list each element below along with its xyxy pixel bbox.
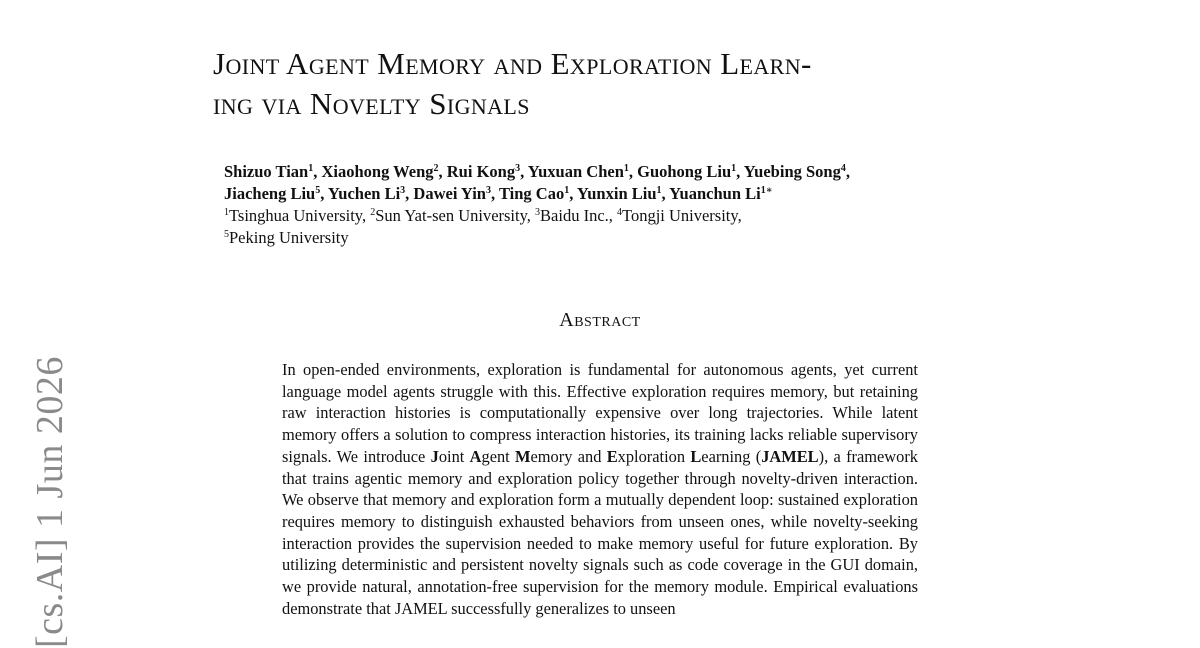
author-name: Xiaohong Weng xyxy=(321,162,434,181)
affiliation-separator: , xyxy=(608,206,618,225)
author-separator: , xyxy=(320,184,328,203)
acronym-word-rest: xploration xyxy=(617,446,691,466)
author-affiliation-mark: 3 xyxy=(515,163,521,174)
author-separator: , xyxy=(628,162,638,181)
affiliation-number: 4 xyxy=(617,207,623,218)
author-affiliation-mark: 1∗ xyxy=(760,185,773,196)
author-separator: , xyxy=(520,162,528,181)
title-line-2: ing via Novelty Signals xyxy=(213,86,530,121)
affiliation-number: 2 xyxy=(370,207,376,218)
abstract-part-2: , a framework that trains agentic memory and exploration policy together through novelty-driven interaction. We observe that memory and exploration form a mutually dependent loop: sustained exploration requires memory to distinguish exhausted behaviors from unseen ones, while novelty-seeking interaction provides the supervision needed to make memory useful for future exploration. By utilizing deterministic and persistent novelty signals such as code coverage in the GUI domain, we provide natural, annotation-free supervision for the memory module. Empirical evaluations demonstrate that JAMEL successfully generalizes to unseen xyxy=(282,446,918,618)
author-name: Shizuo Tian xyxy=(224,162,309,181)
acronym-word-rest: oint xyxy=(438,446,470,466)
author-affiliation-mark: 1 xyxy=(731,163,737,174)
paper-title xyxy=(213,44,1033,124)
author-name: Dawei Yin xyxy=(413,184,486,203)
affiliation-number: 3 xyxy=(535,207,541,218)
acronym-word-rest: gent xyxy=(481,446,516,466)
affiliation-name: Sun Yat-sen University xyxy=(375,206,527,225)
author-list xyxy=(224,161,1044,205)
abstract-heading: Abstract xyxy=(559,309,641,331)
author-affiliation-mark: 4 xyxy=(840,163,846,174)
acronym-word-rest: earning xyxy=(701,446,751,466)
acronym-initial: A xyxy=(469,446,482,466)
affiliation-name: Baidu Inc. xyxy=(540,206,609,225)
author-name: Rui Kong xyxy=(446,162,516,181)
author-separator: , xyxy=(438,162,447,181)
acronym-expansion xyxy=(431,447,751,466)
acronym-initial: E xyxy=(606,446,618,466)
affiliation-name: Peking University xyxy=(229,228,349,247)
author-affiliation-mark: 5 xyxy=(315,185,321,196)
acronym-close: ) xyxy=(818,446,825,466)
acronym-initial: L xyxy=(690,446,702,466)
author-affiliation-mark: 2 xyxy=(433,163,439,174)
author-separator: , xyxy=(313,162,322,181)
author-name: Ting Cao xyxy=(498,184,565,203)
author-affiliation-mark: 1 xyxy=(564,185,570,196)
affiliation-name: Tsinghua University xyxy=(229,206,362,225)
author-separator: , xyxy=(569,184,577,203)
author-name: Yuxuan Chen xyxy=(527,162,624,181)
abstract-part-1: In open-ended environments, exploration is fundamental for autonomous agents, yet current language model agents struggle with this. Effective exploration requires memory, but retaining raw interaction histories is computationally expensive over long trajectories. While latent memory offers a solution to compress interaction histories, its training lacks reliable supervisory signals. We introduce xyxy=(282,360,918,466)
author-name: Yuanchun Li xyxy=(669,184,761,203)
author-separator: , xyxy=(405,184,414,203)
affiliation-separator: , xyxy=(526,206,536,225)
author-separator: , xyxy=(661,184,670,203)
author-affiliation-mark: 1 xyxy=(308,163,314,174)
author-affiliation-mark: 3 xyxy=(486,185,491,196)
affiliation-number: 5 xyxy=(224,229,229,240)
author-affiliation-mark: 3 xyxy=(400,185,406,196)
acronym-initial: M xyxy=(515,446,531,466)
acronym-open: ( xyxy=(750,446,762,466)
affiliation-separator: , xyxy=(361,206,371,225)
arxiv-identifier-stamp: [cs.AI] 1 Jun 2026 xyxy=(29,356,71,648)
affiliation-number: 1 xyxy=(224,207,229,218)
abstract-text xyxy=(282,359,918,619)
acronym-initial: J xyxy=(430,446,439,466)
author-separator: , xyxy=(491,184,499,203)
affiliation-separator: , xyxy=(737,206,742,225)
author-name: Yuebing Song xyxy=(743,162,841,181)
affiliation-name: Tongji University xyxy=(622,206,738,225)
author-name: Yunxin Liu xyxy=(576,184,657,203)
author-name: Guohong Liu xyxy=(637,162,732,181)
title-line-1: Joint Agent Memory and Exploration Learn- xyxy=(213,46,812,81)
author-affiliation-mark: 1 xyxy=(623,163,629,174)
affiliation-list xyxy=(224,205,1044,249)
author-affiliation-mark: 1 xyxy=(656,185,662,196)
author-separator: , xyxy=(845,162,850,181)
author-separator: , xyxy=(736,162,744,181)
author-name: Jiacheng Liu xyxy=(224,184,316,203)
acronym-word-rest: emory and xyxy=(530,446,607,466)
author-name: Yuchen Li xyxy=(327,184,401,203)
author-block xyxy=(224,161,1044,249)
acronym: JAMEL xyxy=(761,446,819,466)
